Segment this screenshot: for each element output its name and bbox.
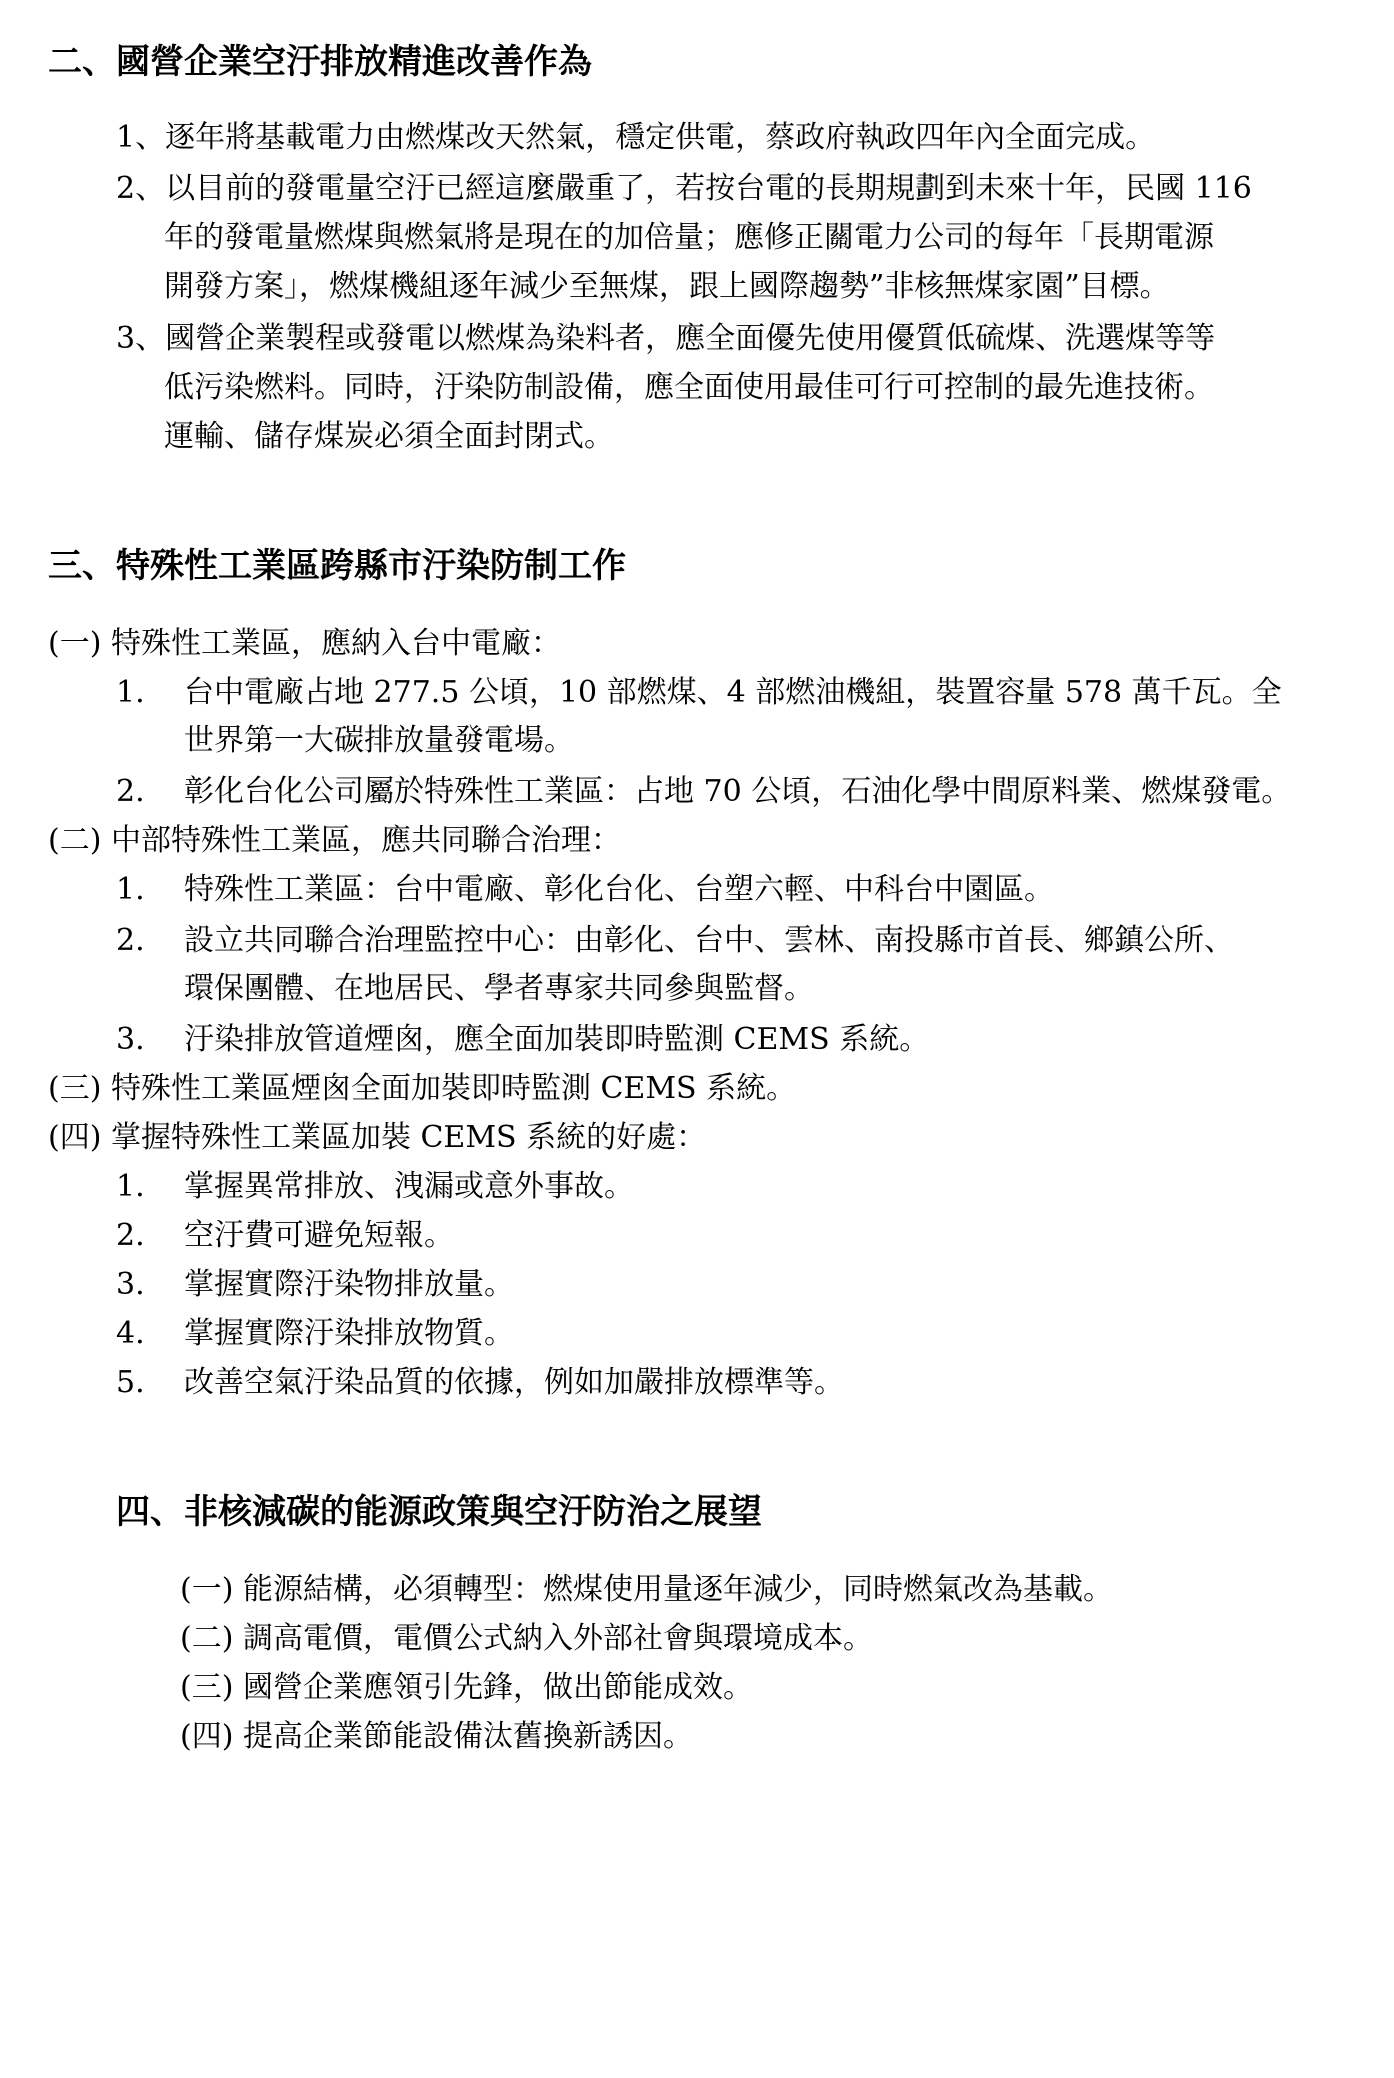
- section-3-sub-4-item-1-number: 1.: [116, 1169, 145, 1204]
- section-4-item-3: (三) 國營企業應領引先鋒，做出節能成效。: [180, 1670, 753, 1705]
- section-2-item-2-line-3: 開發方案」，燃煤機組逐年減少至無煤，跟上國際趨勢”非核無煤家園”目標。: [164, 269, 1170, 304]
- section-3-sub-4-item-4-line-1: 掌握實際汙染排放物質。: [184, 1316, 514, 1351]
- section-2-item-3-line-1: 3、國營企業製程或發電以燃煤為染料者，應全面優先使用優質低硫煤、洗選煤等等: [116, 321, 1216, 356]
- section-3-sub-1-item-1-line-1: 台中電廠占地 277.5 公頃，10 部燃煤、4 部燃油機組，裝置容量 578 萬千瓦。全: [184, 675, 1282, 710]
- section-2-item-2-line-1: 2、以目前的發電量空汙已經這麼嚴重了，若按台電的長期規劃到未來十年，民國 116: [116, 171, 1252, 206]
- section-3-heading: 三、特殊性工業區跨縣市汙染防制工作: [48, 546, 626, 586]
- section-4-item-1: (一) 能源結構，必須轉型：燃煤使用量逐年減少，同時燃氣改為基載。: [180, 1572, 1113, 1607]
- section-2-item-3-line-2: 低污染燃料。同時，汙染防制設備，應全面使用最佳可行可控制的最先進技術。: [164, 370, 1214, 405]
- section-3-sub-2-item-3-line-1: 汙染排放管道煙囪，應全面加裝即時監測 CEMS 系統。: [184, 1022, 930, 1057]
- section-2-item-2-line-2: 年的發電量燃煤與燃氣將是現在的加倍量；應修正關電力公司的每年「長期電源: [164, 220, 1214, 255]
- section-2-item-3-line-3: 運輸、儲存煤炭必須全面封閉式。: [164, 419, 614, 454]
- section-3-sub-1-item-1-line-2: 世界第一大碳排放量發電場。: [184, 723, 574, 758]
- section-3-sub-4-item-3-line-1: 掌握實際汙染物排放量。: [184, 1267, 514, 1302]
- section-3-sub-2-item-1-number: 1.: [116, 872, 145, 907]
- section-3-sub-4-item-2-line-1: 空汙費可避免短報。: [184, 1218, 454, 1253]
- section-2-item-1-line-1: 1、逐年將基載電力由燃煤改天然氣，穩定供電，蔡政府執政四年內全面完成。: [116, 120, 1156, 155]
- section-3-sub-4-item-4-number: 4.: [116, 1316, 145, 1351]
- section-3-sub-4-item-5-number: 5.: [116, 1365, 145, 1400]
- section-2-heading: 二、國營企業空汙排放精進改善作為: [48, 42, 592, 82]
- section-3-sub-4-item-1-line-1: 掌握異常排放、洩漏或意外事故。: [184, 1169, 634, 1204]
- section-3-sub-2-item-1-line-1: 特殊性工業區：台中電廠、彰化台化、台塑六輕、中科台中園區。: [184, 872, 1054, 907]
- section-4-item-2: (二) 調高電價，電價公式納入外部社會與環境成本。: [180, 1621, 873, 1656]
- section-3-sub-4-item-5-line-1: 改善空氣汙染品質的依據，例如加嚴排放標準等。: [184, 1365, 844, 1400]
- section-3-sub-2-item-2-line-2: 環保團體、在地居民、學者專家共同參與監督。: [184, 971, 814, 1006]
- section-3-sub-2-item-2-number: 2.: [116, 923, 145, 958]
- section-3-sub-4-item-3-number: 3.: [116, 1267, 145, 1302]
- section-3-sub-1-item-2-number: 2.: [116, 774, 145, 809]
- section-3-sub-2-item-3-number: 3.: [116, 1022, 145, 1057]
- section-3-sub-2-item-2-line-1: 設立共同聯合治理監控中心：由彰化、台中、雲林、南投縣市首長、鄉鎮公所、: [184, 923, 1234, 958]
- section-4-heading: 四、非核減碳的能源政策與空汙防治之展望: [116, 1492, 762, 1532]
- section-3-sub-1-label: (一) 特殊性工業區，應納入台中電廠：: [48, 626, 561, 661]
- section-4-item-4: (四) 提高企業節能設備汰舊換新誘因。: [180, 1719, 693, 1754]
- section-3-sub-1-item-2-line-1: 彰化台化公司屬於特殊性工業區：占地 70 公頃，石油化學中間原料業、燃煤發電。: [184, 774, 1292, 809]
- section-3-sub-4-label: (四) 掌握特殊性工業區加裝 CEMS 系統的好處：: [48, 1120, 707, 1155]
- section-3-sub-1-item-1-number: 1.: [116, 675, 145, 710]
- section-3-sub-3-label: (三) 特殊性工業區煙囪全面加裝即時監測 CEMS 系統。: [48, 1071, 797, 1106]
- section-3-sub-2-label: (二) 中部特殊性工業區，應共同聯合治理：: [48, 823, 621, 858]
- section-3-sub-4-item-2-number: 2.: [116, 1218, 145, 1253]
